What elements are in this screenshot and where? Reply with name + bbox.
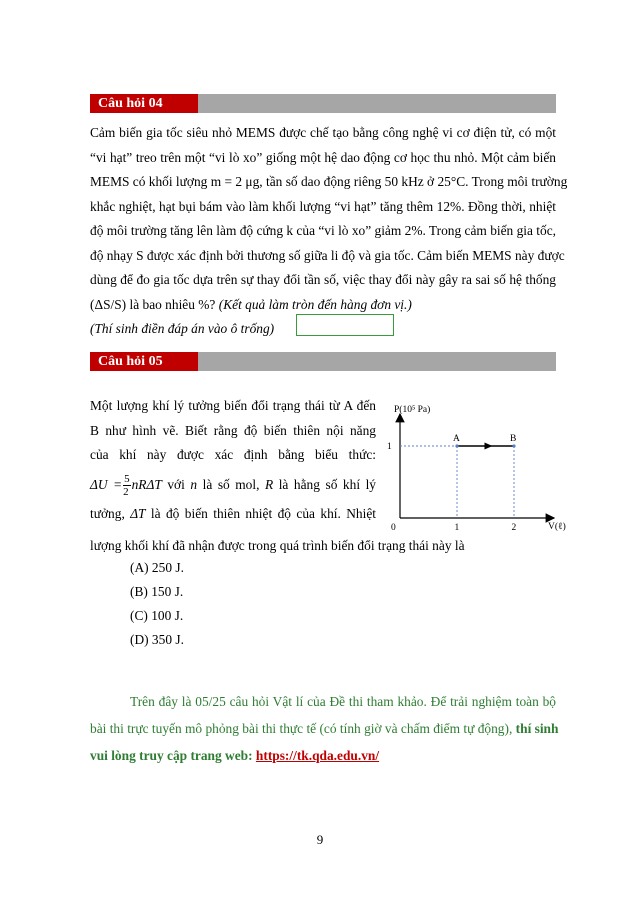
footer-strong2: vui lòng truy cập trang web: [90,748,256,763]
q4-header-bar [90,94,556,113]
origin-label: 0 [391,523,396,533]
q4-body [90,121,568,342]
footer-line-3 [90,742,556,769]
q5-after-dT: là độ biến thiên nhiệt độ của khí. Nhiệt [145,505,376,521]
footer-line-2 [90,715,559,742]
formula-fraction [123,473,131,498]
q4-line-4: khắc nghiệt, hạt bụi bám vào làm khối lượng “vi hạt” tăng thêm 12%. Đồng thời, nhiệt [90,198,556,214]
q4-last-plain: (ΔS/S) là bao nhiêu %? [90,296,219,312]
x-axis-label: V(ℓ) [548,522,566,532]
q5-dT: ΔT [130,505,146,521]
q5-line-3: của khí này được xác định bằng biểu thức: [90,447,376,462]
formula-R: R [264,476,274,492]
formula-rhs: nRΔT [131,476,162,492]
y-tick-label-1: 1 [387,442,392,452]
footer-line-1: Trên đây là 05/25 câu hỏi Vật lí của Đề thi tham khảo. Để trải nghiệm toàn bộ [130,694,556,709]
x-tick-label-1: 1 [454,523,460,533]
q5-line-5 [90,502,376,527]
q4-line-6: độ nhạy S được xác định bởi thương số giữa li độ và gia tốc. Cảm biến MEMS này được [90,247,565,263]
website-link[interactable]: https://tk.qda.edu.vn/ [255,748,380,763]
fraction-numerator: 5 [124,472,130,485]
q5-line-2: B như hình vẽ. Biết rằng độ biến thiên nội năng [90,422,376,438]
option-c[interactable]: (C) 100 J. [130,608,184,623]
q4-answer-input[interactable] [296,314,394,336]
q4-instruction: (Thí sinh điền đáp án vào ô trống) [90,321,275,336]
option-a[interactable]: (A) 250 J. [130,560,184,575]
formula-after-n: là số mol, [197,476,265,492]
point-label-A: A [453,434,460,444]
footer-text2: bài thi trực tuyến mô phỏng bài thi thực tế (có tính giờ và chấm điểm tự động), [90,721,516,736]
q4-last-italic: (Kết quả làm tròn đến hàng đơn vị.) [218,296,412,312]
point-label-B: B [510,434,517,444]
q5-label: Câu hỏi 05 [90,352,198,371]
q5-tuong: tưởng, [90,505,131,521]
y-axis-label: P(10⁵ Pa) [394,405,431,415]
page-number: 9 [316,832,324,847]
formula-lhs: ΔU = [90,476,123,492]
point-B [512,444,515,447]
q5-header-bar [90,352,556,371]
pv-graph [378,396,578,536]
option-d[interactable]: (D) 350 J. [130,632,184,647]
q4-line-5: độ môi trường tăng lên làm độ cứng k của “vi lò xo” giảm 2%. Trong cảm biến gia tốc, [90,223,557,238]
formula-mid: với [161,476,191,492]
q4-line-3: MEMS có khối lượng m = 2 μg, tần số dao động riêng 50 kHz ở 25°C. Trong môi trường [90,174,568,189]
footer-note [90,688,559,769]
q5-last-line: lượng khối khí đã nhận được trong quá trình biến đổi trạng thái này là [90,538,465,553]
q4-line-7: dùng để đo gia tốc dựa trên sự thay đổi tần số, việc thay đổi này gây ra sai số hệ thống [90,272,556,287]
direction-arrow [485,443,493,450]
q5-formula-line [90,468,376,502]
q4-label: Câu hỏi 04 [90,94,198,113]
option-b[interactable]: (B) 150 J. [130,584,184,599]
footer-strong: thí sinh [515,721,559,736]
fraction-denominator: 2 [123,485,129,498]
q4-line-1: Cảm biến gia tốc siêu nhỏ MEMS được chế tạo bằng công nghệ vi cơ điện tử, có một [90,125,556,140]
point-A [455,444,458,447]
formula-n: n [190,476,198,492]
q4-line-2: “vi hạt” treo trên một “vi lò xo” giống một hệ dao động cơ học thu nhỏ. Một cảm biến [90,149,556,165]
x-tick-label-2: 2 [511,523,517,533]
q5-line-1: Một lượng khí lý tưởng biến đổi trạng thái từ A đến [90,398,376,413]
formula-after-R: là hằng số khí lý [273,476,376,492]
q5-body [90,394,376,526]
